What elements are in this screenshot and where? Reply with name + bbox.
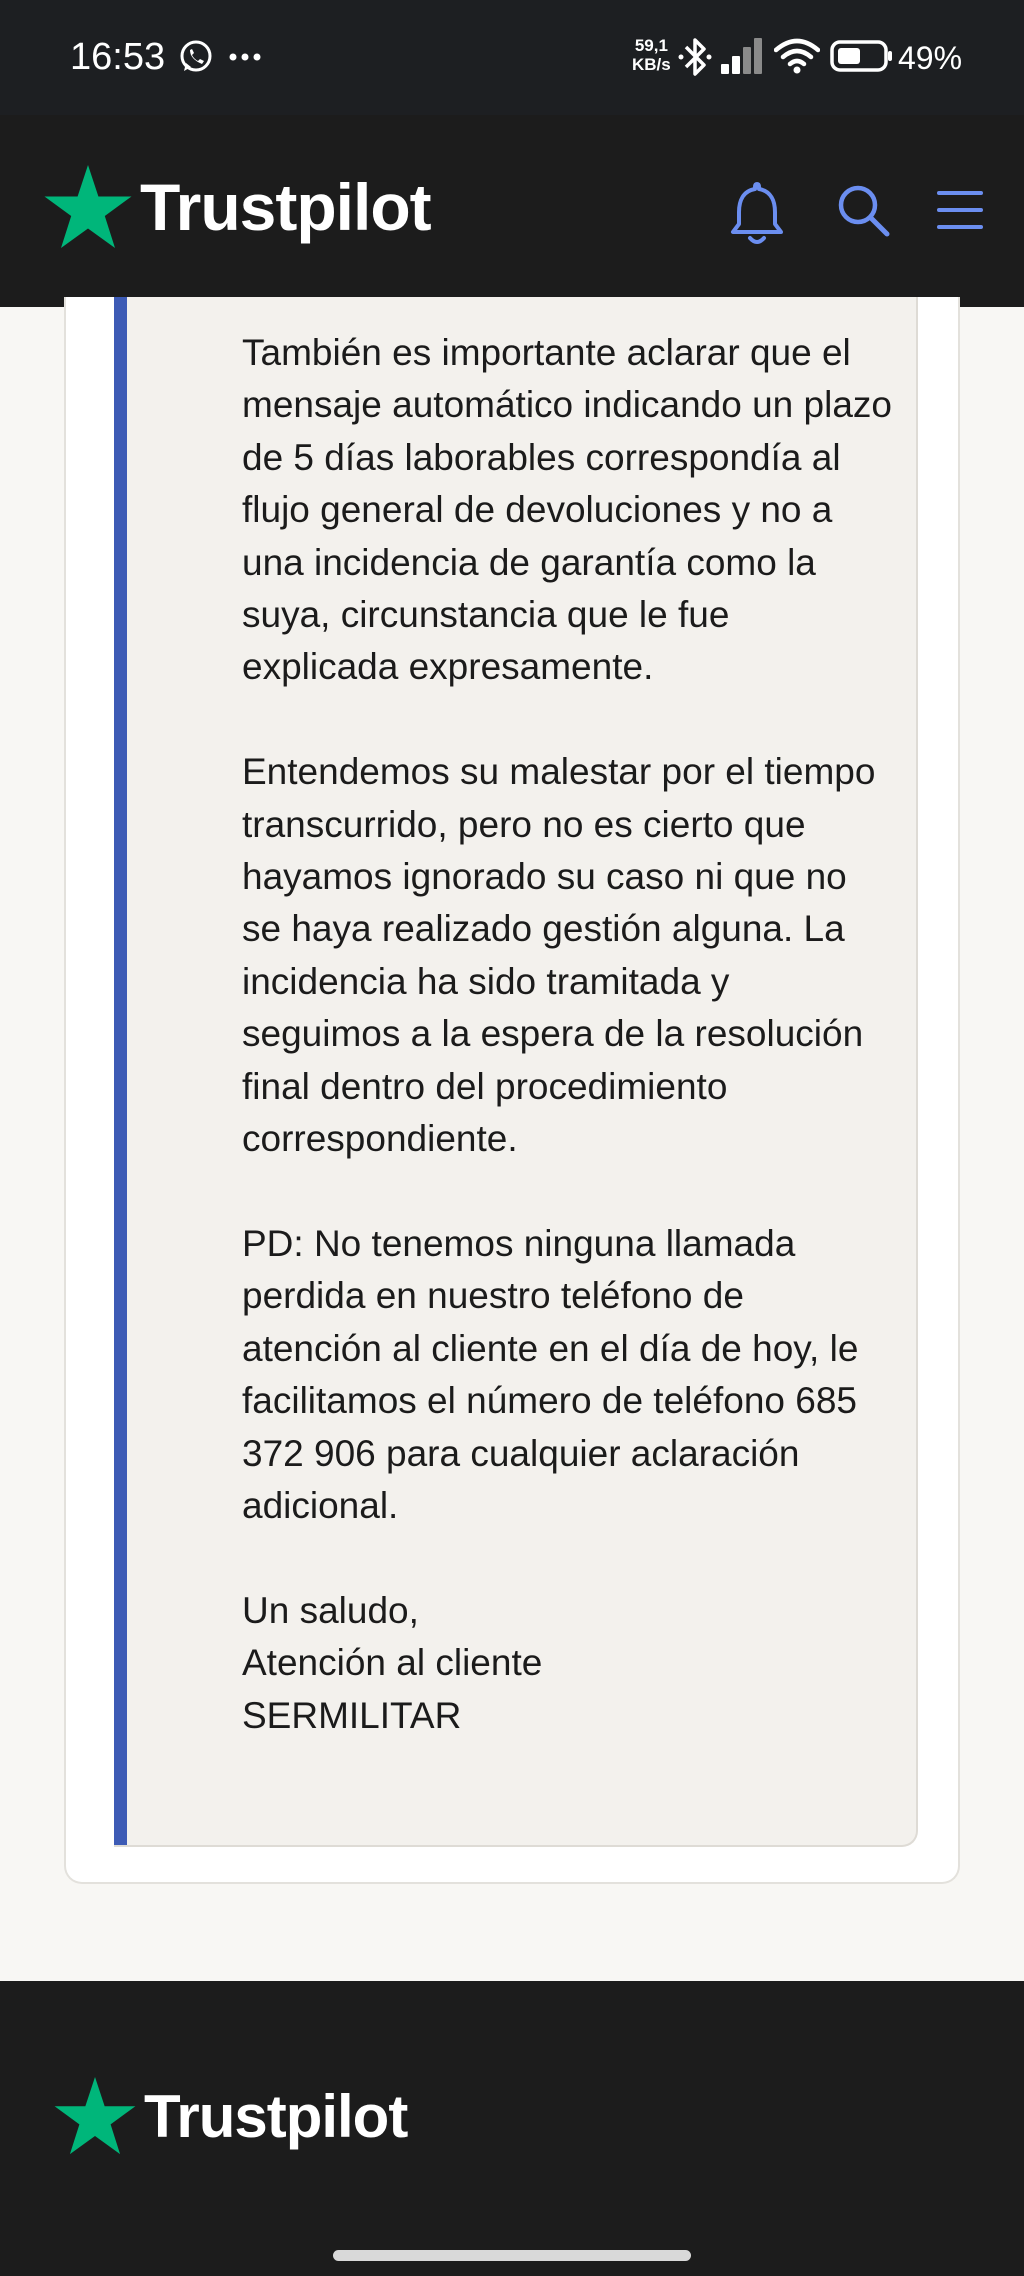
signoff-department: Atención al cliente xyxy=(242,1642,543,1684)
status-time: 16:53 xyxy=(70,36,166,78)
review-card xyxy=(64,297,960,1884)
reply-paragraph: PD: No tenemos ninguna llamada perdida en nuestro teléfono de atención al cliente en el día de hoy, le facilitamos el número de teléfono 685 372 906 para cualquier aclaración adicional. xyxy=(242,1222,859,1526)
home-indicator[interactable] xyxy=(333,2250,691,2261)
search-icon[interactable] xyxy=(836,183,892,239)
star-logo-icon xyxy=(44,165,132,249)
status-bar xyxy=(0,0,1024,115)
signal-icon xyxy=(720,38,764,74)
gesture-area xyxy=(0,2236,1024,2276)
footer xyxy=(0,1981,1024,2236)
review-content xyxy=(0,307,1024,1981)
network-speed: 59,1 KB/s xyxy=(632,36,671,74)
whatsapp-icon xyxy=(178,39,214,75)
reply-paragraph: También es importante aclarar que el mensaje automático indicando un plazo de 5 días laborables correspondía al flujo general de devoluciones y no a una incidencia de garantía como la suya, circunstancia que le fue explicada expresamente. xyxy=(242,332,892,688)
bell-icon[interactable] xyxy=(728,180,786,246)
reply-accent-bar xyxy=(114,297,127,1845)
bluetooth-icon xyxy=(678,36,712,78)
wifi-icon xyxy=(774,38,820,74)
signoff-company: SERMILITAR xyxy=(242,1694,462,1736)
company-reply xyxy=(114,297,918,1847)
battery-icon xyxy=(830,40,894,72)
footer-trustpilot-logo[interactable] xyxy=(54,2077,407,2155)
signoff-greeting: Un saludo, xyxy=(242,1589,419,1631)
reply-text xyxy=(242,327,892,1742)
top-navbar xyxy=(0,115,1024,307)
battery-percent: 49% xyxy=(898,40,963,76)
star-logo-icon xyxy=(54,2077,136,2155)
trustpilot-logo[interactable] xyxy=(44,165,431,249)
more-icon xyxy=(228,52,262,62)
footer-logo-text: Trustpilot xyxy=(144,2082,408,2150)
reply-paragraph: Entendemos su malestar por el tiempo transcurrido, pero no es cierto que hayamos ignorado su caso ni que no se haya realizado gestión alguna. La incidencia ha sido tramitada y seguimos a la espera de la resolución final dentro del procedimiento correspondiente. xyxy=(242,751,876,1160)
logo-text: Trustpilot xyxy=(140,170,431,244)
menu-icon[interactable] xyxy=(936,189,984,231)
reply-signoff xyxy=(242,1585,892,1742)
